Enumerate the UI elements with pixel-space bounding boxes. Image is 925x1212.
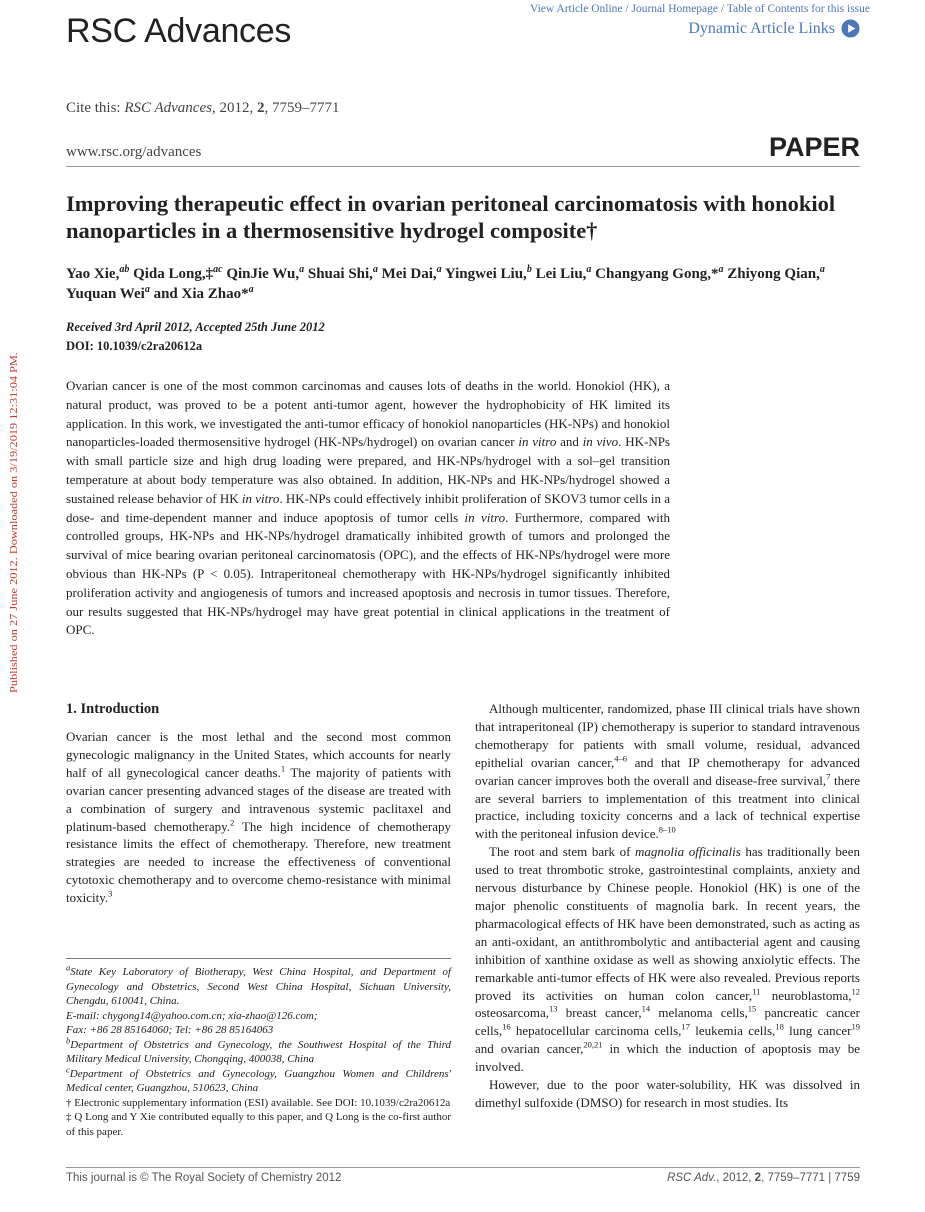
author-name: Yuquan Wei (66, 286, 145, 302)
paragraph-text: neuroblastoma, (760, 987, 852, 1003)
intro-paragraph-1 (66, 728, 451, 907)
author-affiliation-marker: ab (119, 264, 130, 275)
citation-ref[interactable]: 3 (108, 888, 113, 899)
paragraph-text: Ovarian cancer is the most lethal and the second most common gynecologic malignancy in the United States, which accounts for nearly half of all gynecological cancer deaths. (66, 729, 451, 780)
cite-journal: RSC Advances (124, 100, 212, 116)
play-icon[interactable] (841, 19, 860, 38)
author-name: Yao Xie, (66, 266, 120, 282)
author-affiliation-marker: a (436, 264, 442, 275)
author-name: Qida Long,‡ (129, 266, 214, 282)
cite-year: , 2012, (211, 100, 257, 116)
paragraph-text: breast cancer, (557, 1005, 642, 1021)
citation-ref[interactable]: 11 (752, 986, 761, 997)
citation-ref[interactable]: 7 (826, 771, 831, 782)
footer-citation (667, 1172, 860, 1184)
author-name: Lei Liu, (531, 266, 587, 282)
citation-ref[interactable]: 4–6 (614, 753, 627, 764)
paragraph-text: and that IP chemotherapy for advanced ovarian cancer improves both the overall and disease-free survival, (475, 754, 860, 788)
received-dates: Received 3rd April 2012, Accepted 25th June 2012 (66, 320, 325, 334)
citation-ref[interactable]: 18 (775, 1021, 784, 1032)
journal-title: RSC Advances (66, 12, 292, 50)
footnote-a-text: State Key Laboratory of Biotherapy, West China Hospital, and Department of Gynecology and Obstetrics, Second West China Hospital, Sichuan University, Chengdu, 610041, China. (66, 966, 451, 1007)
author-list (66, 264, 866, 304)
download-notice (6, 350, 20, 695)
citation-ref[interactable]: 16 (502, 1021, 511, 1032)
footnote-fax: Fax: +86 28 85164060; Tel: +86 28 85164063 (66, 1024, 274, 1036)
footnote-divider (66, 958, 451, 959)
author-affiliation-marker: a (819, 264, 825, 275)
author-affiliation-marker: a (718, 264, 724, 275)
article-title: Improving therapeutic effect in ovarian peritoneal carcinomatosis with honokiol nanoparticles in a thermosensitive hydrogel composite† (66, 191, 836, 243)
intro-paragraph-3 (475, 843, 860, 1076)
footnote-b-text: Department of Obstetrics and Gynecology, the Southwest Hospital of the Third Military Medical University, Chongqing, 400038, China (66, 1038, 451, 1065)
footnote-c-text: Department of Obstetrics and Gynecology, Guangzhou Women and Childrens' Medical center, Guangzhou, 510623, China (66, 1067, 451, 1094)
paragraph-text: there are several barriers to implementation of this treatment into clinical practice, including toxicity concerns and a lack of technical expertise with the peritoneal infusion device. (475, 772, 861, 842)
footnote-a-marker: a (66, 962, 71, 973)
footer-pages: , 7759–7771 | 7759 (761, 1172, 860, 1184)
abstract-italic-term: in vitro (241, 490, 280, 506)
footnote-c-marker: c (66, 1063, 70, 1074)
citation-ref[interactable]: 13 (549, 1004, 558, 1015)
footnote-esi: † Electronic supplementary information (ESI) available. See DOI: 10.1039/c2ra20612a (66, 1096, 451, 1109)
paragraph-text: in which the induction of apoptosis may be involved. (475, 1041, 861, 1075)
italic-term: magnolia officinalis (635, 844, 741, 860)
author-affiliation-marker: a (144, 284, 150, 295)
footnote-b-marker: b (66, 1034, 71, 1045)
author-name: Changyang Gong,* (591, 266, 719, 282)
header-divider (66, 166, 860, 167)
paragraph-text: The majority of patients with ovarian cancer presenting advanced stages of the disease are treated with a combination of surgery and intravenous systemic paclitaxel and platinum-based chemotherapy. (66, 764, 451, 834)
footer-copyright: This journal is © The Royal Society of Chemistry 2012 (66, 1172, 342, 1184)
paragraph-text: lung cancer (783, 1023, 852, 1039)
footnote-affiliation-b (66, 1034, 451, 1067)
cite-prefix: Cite this: (66, 100, 125, 116)
citation-ref[interactable]: 20,21 (583, 1039, 603, 1050)
intro-paragraph-4: However, due to the poor water-solubility, HK was dissolved in dimethyl sulfoxide (DMSO) for research in most studies. Its (475, 1077, 860, 1110)
citation-ref[interactable]: 17 (681, 1021, 690, 1032)
footer-volume: 2 (754, 1172, 762, 1184)
citation-ref[interactable]: 19 (851, 1021, 860, 1032)
abstract: Ovarian cancer is one of the most common carcinomas and causes lots of deaths in the world. Honokiol (HK), a natural product, was proved to be a potent anti-tumor agent, however the hydrophobicity of HK limited its application. In this work, we investigated the anti-tumor efficacy of honokiol nanoparticles (HK-NPs) and honokiol nanoparticles-loaded thermosensitive hydrogel (HK-NPs/hydrogel) on ovarian cancer in vitro and in vivo. HK-NPs with small particle size and high drug loading were prepared, and HK-NPs/hydrogel with a sol–gel transition temperature at about body temperature was also obtained. In addition, HK-NPs and HK-NPs/hydrogel showed a sustained release behavior of HK in vitro. HK-NPs could effectively inhibit proliferation of SKOV3 tumor cells in a dose- and time-dependent manner and induce apoptosis of tumor cells in vitro. Furthermore, compared with controlled groups, HK-NPs and HK-NPs/hydrogel dramatically inhibited growth of tumors and prolonged the survival of mice bearing ovarian peritoneal carcinomatosis (OPC), and the effects of HK-NPs/hydrogel were more obvious than HK-NPs (P < 0.05). Intraperitoneal chemotherapy with HK-NPs/hydrogel significantly inhibited proliferation activity and angiogenesis of tumors and increased apoptosis and necrosis in tumor tissues. Therefore, our results suggested that HK-NPs/hydrogel may have great potential in clinical applications in the treatment of OPC. (66, 378, 670, 638)
author-name: Zhiyong Qian, (723, 266, 820, 282)
download-notice-text: Published on 27 June 2012. Downloaded on 3/19/2019 12:31:04 PM. (9, 402, 20, 693)
paragraph-text: hepatocellular carcinoma cells, (510, 1023, 682, 1039)
paragraph-text: Although multicenter, randomized, phase III clinical trials have shown that intraperitoneal (IP) chemotherapy is superior to standard intravenous chemotherapy for patients with small volume, residual, advanced epithelial ovarian cancer, (475, 701, 860, 770)
footnote-equal-contribution: ‡ Q Long and Y Xie contributed equally to this paper, and Q Long is the co-first author of this paper. (66, 1111, 451, 1138)
citation-ref[interactable]: 8–10 (658, 825, 676, 836)
footer-journal: RSC Adv. (667, 1172, 717, 1184)
paragraph-text: and ovarian cancer, (475, 1041, 584, 1057)
author-affiliation-marker: b (526, 264, 532, 275)
abstract-italic-term: in vitro (464, 509, 506, 525)
footnote-email: E-mail: chygong14@yahoo.com.cn; xia-zhao@126.com; (66, 1009, 318, 1022)
abstract-italic-term: in vivo (582, 434, 619, 450)
paragraph-text: The root and stem bark of (489, 844, 636, 860)
article-type: PAPER (768, 132, 860, 162)
paragraph-text: has traditionally been used to treat thrombotic stroke, gastrointestinal complaints, anxiety and nervous disturbance by Chinese people. Honokiol (HK) is one of the major phenolic constituents of magnolia bark. In recent years, the pharmacological effects of HK have been demonstrated, such as acting as an anti-oxidant, an antithrombolytic and antibacterial agent and causing inhibition of xanthine oxidase as well as showing anxiolytic effects. The remarkable anti-tumor effects of HK were also revealed. Previous reports proved its activities on human colon cancer, (475, 844, 860, 1003)
citation-ref[interactable]: 14 (641, 1004, 651, 1015)
cite-pages: , 7759–7771 (264, 100, 340, 116)
author-affiliation-marker: a (248, 284, 254, 295)
footer-divider (66, 1167, 860, 1168)
author-name: and Xia Zhao* (149, 286, 249, 302)
paragraph-text: pancreatic cancer cells, (475, 1005, 860, 1039)
citation-ref[interactable]: 1 (280, 763, 286, 774)
dynamic-article-links[interactable] (688, 19, 860, 38)
citation-line (66, 100, 339, 117)
citation-ref[interactable]: 15 (747, 1004, 757, 1015)
citation-ref[interactable]: 2 (230, 817, 235, 828)
left-column (66, 700, 451, 907)
intro-paragraph-2 (475, 700, 860, 843)
author-affiliation-marker: a (372, 264, 378, 275)
footnotes (66, 962, 451, 1139)
journal-url[interactable]: www.rsc.org/advances (66, 144, 202, 160)
footnote-affiliation-a (66, 962, 451, 1009)
author-name: Yingwei Liu, (441, 266, 527, 282)
citation-ref[interactable]: 12 (851, 986, 860, 997)
author-name: QinJie Wu, (222, 266, 300, 282)
section-heading: 1. Introduction (66, 701, 160, 717)
cite-volume: 2 (256, 100, 265, 116)
author-affiliation-marker: a (299, 264, 305, 275)
abstract-italic-term: in vitro (518, 434, 557, 450)
paragraph-text: leukemia cells, (689, 1023, 776, 1039)
author-name: Shuai Shi, (304, 266, 373, 282)
paragraph-text: The high incidence of chemotherapy resistance limits the effect of chemotherapy. Therefore, new treatment strategies are needed to increase the effectiveness of conventional cytotoxic chemotherapy and to overcome chemo-resistance with minimal toxicity. (66, 818, 452, 906)
paragraph-text: melanoma cells, (650, 1005, 748, 1021)
paragraph-text: osteosarcoma, (475, 1005, 550, 1021)
author-name: Mei Dai, (377, 266, 437, 282)
author-affiliation-marker: ac (213, 264, 223, 275)
top-links[interactable]: View Article Online / Journal Homepage / Table of Contents for this issue (529, 3, 870, 15)
footer-year: , 2012, (716, 1172, 755, 1184)
author-affiliation-marker: a (586, 264, 592, 275)
article-doi: DOI: 10.1039/c2ra20612a (66, 339, 203, 353)
footnote-affiliation-c (66, 1063, 451, 1096)
right-column (475, 700, 860, 1112)
dynamic-links-label[interactable]: Dynamic Article Links (688, 19, 835, 37)
